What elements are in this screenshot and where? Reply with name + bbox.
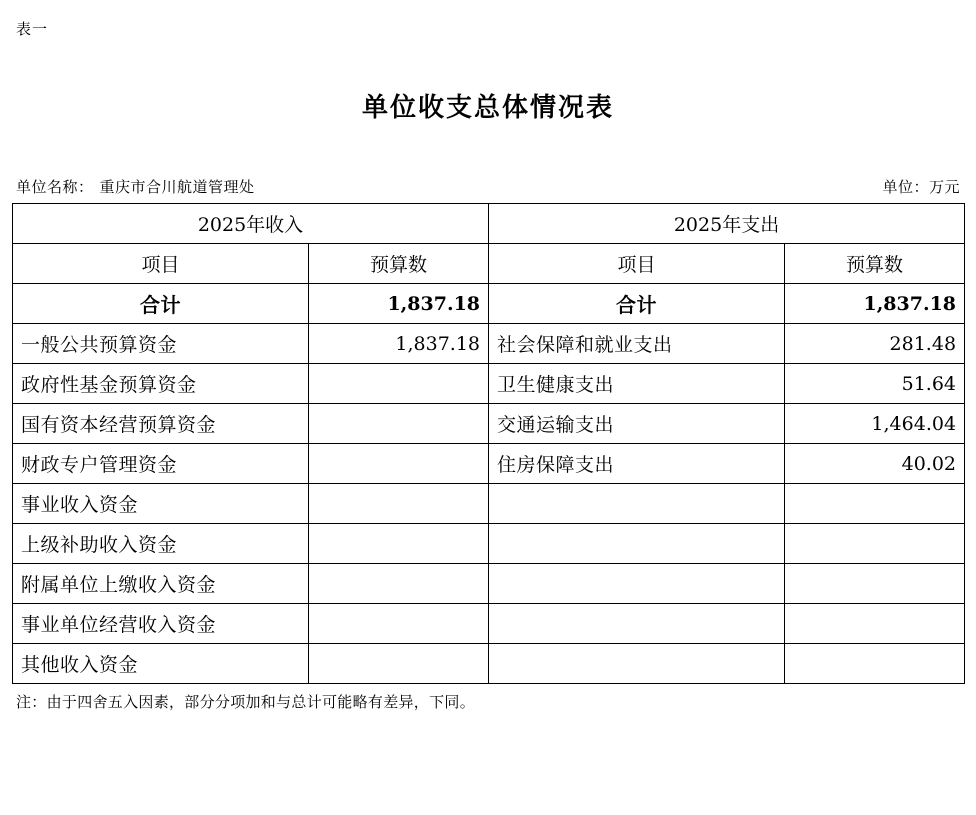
expense-item (489, 484, 785, 524)
income-value (309, 444, 489, 484)
total-expense-label: 合计 (489, 284, 785, 324)
unit-name-value: 重庆市合川航道管理处 (99, 178, 255, 196)
column-header-income-item: 项目 (13, 244, 309, 284)
income-item: 政府性基金预算资金 (13, 364, 309, 404)
income-item: 国有资本经营预算资金 (13, 404, 309, 444)
expense-item: 交通运输支出 (489, 404, 785, 444)
income-item: 事业收入资金 (13, 484, 309, 524)
group-header-expense: 2025年支出 (489, 204, 965, 244)
total-expense-value: 1,837.18 (785, 284, 965, 324)
income-value: 1,837.18 (309, 324, 489, 364)
expense-item (489, 604, 785, 644)
income-value (309, 364, 489, 404)
table-row (13, 644, 965, 684)
table-row (13, 604, 965, 644)
income-value (309, 524, 489, 564)
income-item: 上级补助收入资金 (13, 524, 309, 564)
expense-item: 社会保障和就业支出 (489, 324, 785, 364)
expense-value (785, 604, 965, 644)
table-row-total (13, 284, 965, 324)
income-value (309, 404, 489, 444)
table-row (13, 324, 965, 364)
unit-measure: 单位：万元 (882, 178, 960, 196)
income-value (309, 644, 489, 684)
unit-name-label: 单位名称： (16, 178, 94, 196)
income-item: 一般公共预算资金 (13, 324, 309, 364)
income-item: 其他收入资金 (13, 644, 309, 684)
income-value (309, 564, 489, 604)
column-header-expense-item: 项目 (489, 244, 785, 284)
expense-item (489, 524, 785, 564)
group-header-income: 2025年收入 (13, 204, 489, 244)
table-meta (12, 176, 964, 203)
income-value (309, 484, 489, 524)
expense-value (785, 484, 965, 524)
expense-item (489, 644, 785, 684)
column-header-expense-budget: 预算数 (785, 244, 965, 284)
table-row (13, 564, 965, 604)
table-row (13, 364, 965, 404)
expense-value: 40.02 (785, 444, 965, 484)
table-label: 表一 (16, 20, 49, 38)
expense-item: 卫生健康支出 (489, 364, 785, 404)
income-item: 附属单位上缴收入资金 (13, 564, 309, 604)
table-row (13, 484, 965, 524)
table-group-header-row (13, 204, 965, 244)
table-row (13, 404, 965, 444)
expense-value: 281.48 (785, 324, 965, 364)
expense-item: 住房保障支出 (489, 444, 785, 484)
expense-value (785, 564, 965, 604)
table-column-header-row (13, 244, 965, 284)
expense-value (785, 644, 965, 684)
column-header-income-budget: 预算数 (309, 244, 489, 284)
table-row (13, 444, 965, 484)
expense-value: 1,464.04 (785, 404, 965, 444)
expense-value: 51.64 (785, 364, 965, 404)
income-item: 事业单位经营收入资金 (13, 604, 309, 644)
income-item: 财政专户管理资金 (13, 444, 309, 484)
budget-table (12, 203, 965, 684)
income-value (309, 604, 489, 644)
unit-name (16, 176, 255, 197)
page-title: 单位收支总体情况表 (361, 93, 614, 123)
table-footnote: 注：由于四舍五入因素，部分分项加和与总计可能略有差异，下同。 (16, 693, 476, 711)
expense-value (785, 524, 965, 564)
expense-item (489, 564, 785, 604)
total-income-label: 合计 (13, 284, 309, 324)
table-row (13, 524, 965, 564)
total-income-value: 1,837.18 (309, 284, 489, 324)
